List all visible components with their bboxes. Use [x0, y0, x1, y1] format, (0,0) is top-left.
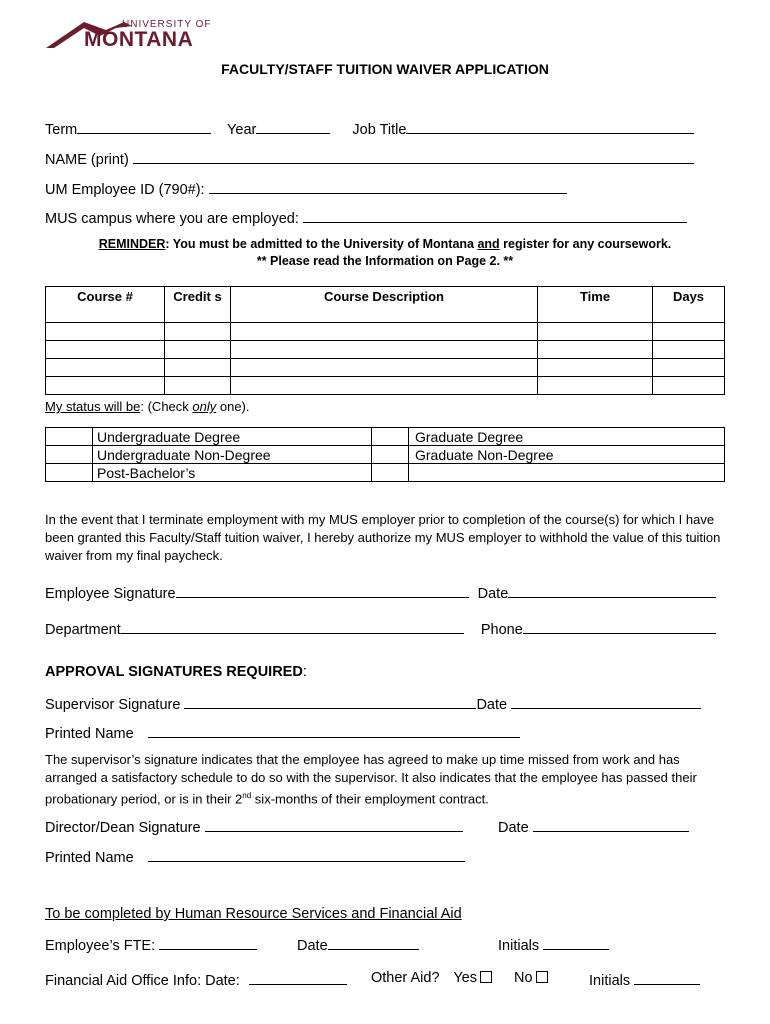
- table-cell[interactable]: [231, 341, 538, 359]
- hr-initials-label: Initials: [498, 938, 540, 954]
- table-row: [46, 341, 725, 359]
- status-table: [45, 427, 725, 482]
- time-header: Time: [538, 287, 653, 323]
- table-cell[interactable]: [165, 377, 231, 395]
- reminder-text-a: : You must be admitted to the University of Montana: [165, 237, 478, 251]
- director-printed-row: [45, 847, 465, 866]
- supervisor-printed-field[interactable]: [148, 723, 520, 738]
- supervisor-date-field[interactable]: [511, 694, 701, 709]
- no-label: No: [514, 970, 533, 986]
- table-row: [46, 359, 725, 377]
- status-checkbox-cell[interactable]: [372, 446, 409, 464]
- table-row: [46, 377, 725, 395]
- reminder-line1: [0, 237, 770, 251]
- table-cell[interactable]: [165, 341, 231, 359]
- status-text-b: one).: [216, 399, 250, 414]
- fte-row: [45, 935, 257, 954]
- logo-line2: MONTANA: [84, 28, 194, 51]
- table-cell[interactable]: [46, 377, 165, 395]
- director-signature-label: Director/Dean Signature: [45, 820, 201, 836]
- status-checkbox-cell[interactable]: [46, 446, 93, 464]
- hr-heading: To be completed by Human Resource Services and Financial Aid: [45, 906, 462, 922]
- approval-heading-text: APPROVAL SIGNATURES REQUIRED: [45, 664, 303, 680]
- hr-initials-row: [498, 935, 609, 954]
- year-field[interactable]: [256, 119, 330, 134]
- employee-signature-label: Employee Signature: [45, 586, 176, 602]
- table-cell[interactable]: [231, 359, 538, 377]
- supervisor-row: [45, 694, 701, 713]
- supervisor-note: [45, 751, 729, 808]
- reminder-line2: ** Please read the Information on Page 2. **: [256, 254, 514, 268]
- term-field[interactable]: [77, 119, 211, 134]
- table-cell[interactable]: [165, 359, 231, 377]
- course-number-header: Course #: [46, 287, 165, 323]
- status-only: only: [192, 399, 217, 414]
- credits-header: Credit s: [165, 287, 231, 323]
- director-printed-label: Printed Name: [45, 850, 134, 866]
- department-row: [45, 619, 716, 638]
- description-header: Course Description: [231, 287, 538, 323]
- fa-row: [45, 970, 347, 989]
- fa-info-label: Financial Aid Office Info: Date:: [45, 973, 240, 989]
- director-date-label: Date: [498, 820, 529, 836]
- employee-id-row: [45, 179, 567, 198]
- hr-date-label: Date: [297, 938, 328, 954]
- table-row: [46, 323, 725, 341]
- phone-label: Phone: [480, 622, 523, 638]
- status-option: Graduate Non-Degree: [409, 446, 725, 464]
- director-row: [45, 817, 463, 836]
- page-title: FACULTY/STAFF TUITION WAIVER APPLICATION: [221, 61, 549, 77]
- fa-initials-label: Initials: [589, 973, 631, 989]
- year-label: Year: [227, 122, 257, 138]
- status-option: Undergraduate Non-Degree: [93, 446, 372, 464]
- fa-date-field[interactable]: [249, 970, 347, 985]
- fa-initials-field[interactable]: [634, 970, 700, 985]
- name-label: NAME (print): [45, 152, 129, 168]
- table-cell[interactable]: [653, 323, 725, 341]
- table-cell[interactable]: [46, 341, 165, 359]
- director-printed-field[interactable]: [148, 847, 465, 862]
- other-aid-row: [371, 970, 548, 986]
- reminder-and: and: [477, 237, 500, 251]
- yes-label: Yes: [453, 970, 477, 986]
- employee-signature-row: [45, 583, 716, 602]
- employee-signature-field[interactable]: [176, 583, 469, 598]
- employee-id-field[interactable]: [209, 179, 567, 194]
- name-row: [45, 149, 694, 168]
- job-title-label: Job Title: [352, 122, 407, 138]
- table-cell[interactable]: [538, 377, 653, 395]
- approval-heading: [45, 664, 307, 680]
- table-cell[interactable]: [653, 341, 725, 359]
- phone-field[interactable]: [523, 619, 716, 634]
- fte-label: Employee’s FTE:: [45, 938, 156, 954]
- supervisor-note-sup: nd: [242, 791, 252, 800]
- supervisor-printed-label: Printed Name: [45, 726, 134, 742]
- director-signature-field[interactable]: [205, 817, 463, 832]
- table-cell[interactable]: [538, 341, 653, 359]
- table-cell[interactable]: [538, 323, 653, 341]
- table-cell[interactable]: [653, 359, 725, 377]
- status-checkbox-cell[interactable]: [46, 464, 93, 482]
- term-label: Term: [45, 122, 78, 138]
- table-cell[interactable]: [46, 359, 165, 377]
- supervisor-note-b: six-months of their employment contract.: [251, 791, 489, 807]
- status-option: Post-Bachelor’s: [93, 464, 372, 482]
- campus-row: [45, 208, 687, 227]
- supervisor-signature-label: Supervisor Signature: [45, 697, 181, 713]
- supervisor-date-label: Date: [476, 697, 508, 713]
- yes-checkbox[interactable]: [480, 971, 492, 983]
- reminder-text-b: register for any coursework.: [499, 237, 672, 251]
- table-cell[interactable]: [46, 323, 165, 341]
- campus-field[interactable]: [303, 208, 687, 223]
- other-aid-label: Other Aid?: [371, 970, 440, 986]
- terminate-paragraph: In the event that I terminate employment with my MUS employer prior to completion of the course(s) for which I have been granted this Faculty/Staff tuition waiver, I hereby authorize my MUS employer to withhold the value of this tuition waiver from my final paycheck.: [45, 512, 721, 563]
- status-label: My status will be: [45, 399, 141, 414]
- director-date-field[interactable]: [533, 817, 689, 832]
- days-header: Days: [653, 287, 725, 323]
- supervisor-note-a: The supervisor’s signature indicates that the employee has agreed to make up time missed from work and has arranged a satisfactory schedule to do so with the supervisor. It also indicates that the employee has passed their probationary period, or is in their 2: [45, 752, 697, 807]
- hr-initials-field[interactable]: [543, 935, 609, 950]
- no-checkbox[interactable]: [536, 971, 548, 983]
- hr-date-field[interactable]: [328, 935, 419, 950]
- fte-field[interactable]: [159, 935, 257, 950]
- employee-date-field[interactable]: [508, 583, 716, 598]
- employee-date-label: Date: [477, 586, 509, 602]
- director-date-row: [498, 817, 689, 836]
- status-option: Undergraduate Degree: [93, 428, 372, 446]
- table-cell[interactable]: [538, 359, 653, 377]
- reminder-label: REMINDER: [98, 237, 166, 251]
- fa-initials-row: [589, 970, 700, 989]
- job-title-field[interactable]: [406, 119, 694, 134]
- table-cell[interactable]: [231, 323, 538, 341]
- logo-line1: UNIVERSITY OF: [122, 19, 212, 30]
- course-table: [45, 286, 725, 395]
- status-line: [45, 399, 250, 414]
- table-cell[interactable]: [653, 377, 725, 395]
- department-label: Department: [45, 622, 121, 638]
- name-field[interactable]: [133, 149, 694, 164]
- status-option: [409, 464, 725, 482]
- department-field[interactable]: [121, 619, 464, 634]
- term-row: [45, 119, 694, 138]
- supervisor-signature-field[interactable]: [184, 694, 476, 709]
- status-option: Graduate Degree: [409, 428, 725, 446]
- campus-label: MUS campus where you are employed:: [45, 211, 299, 227]
- table-cell[interactable]: [231, 377, 538, 395]
- university-logo: [44, 14, 212, 51]
- status-text-a: : (Check: [140, 399, 193, 414]
- table-cell[interactable]: [165, 323, 231, 341]
- hr-date-row: [297, 935, 419, 954]
- employee-id-label: UM Employee ID (790#):: [45, 182, 205, 198]
- status-checkbox-cell[interactable]: [46, 428, 93, 446]
- status-checkbox-cell[interactable]: [372, 464, 409, 482]
- status-checkbox-cell[interactable]: [372, 428, 409, 446]
- approval-heading-colon: :: [302, 664, 307, 680]
- supervisor-printed-row: [45, 723, 520, 742]
